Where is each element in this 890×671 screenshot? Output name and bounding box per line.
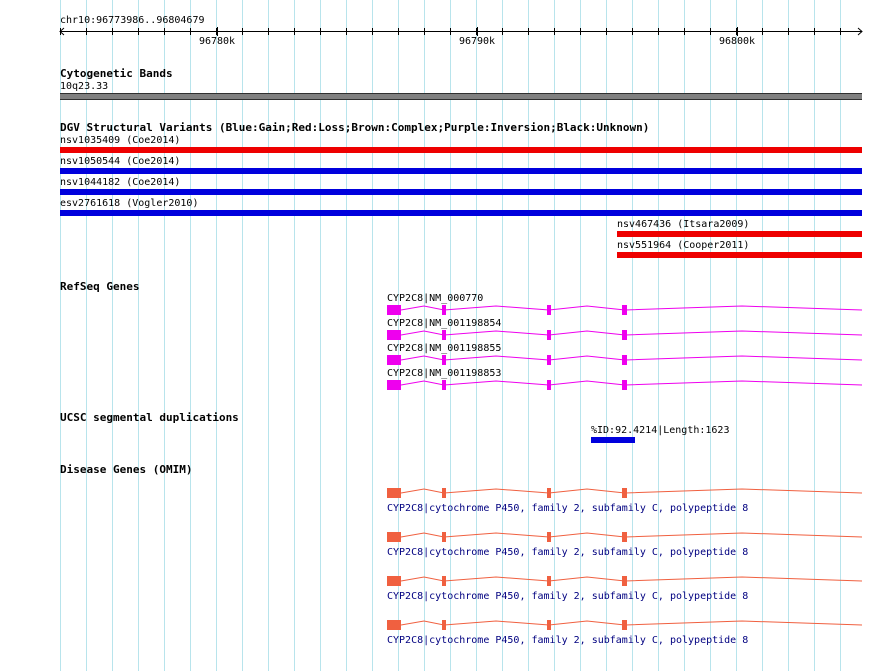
- segdup-track-title: UCSC segmental duplications: [60, 411, 239, 424]
- refseq-track-title: RefSeq Genes: [60, 280, 140, 293]
- ruler-tick-label: 96780k: [198, 36, 236, 47]
- exon: [387, 576, 401, 586]
- omim-gene-glyph[interactable]: [387, 620, 862, 630]
- dgv-track-title: DGV Structural Variants (Blue:Gain;Red:Loss;Brown:Complex;Purple:Inversion;Black:Unknown): [60, 121, 650, 134]
- ruler-tick-label: 96800k: [718, 36, 756, 47]
- exon: [387, 488, 401, 498]
- transcript-label: CYP2C8|NM_000770: [387, 293, 484, 304]
- ruler-tick-label: 96790k: [458, 36, 496, 47]
- transcript-label: CYP2C8|NM_001198855: [387, 343, 502, 354]
- segdup-label: %ID:92.4214|Length:1623: [591, 425, 730, 436]
- locus-label: chr10:96773986..96804679: [60, 15, 205, 26]
- omim-gene-glyph[interactable]: [387, 488, 862, 498]
- exon: [547, 576, 551, 586]
- omim-track-title: Disease Genes (OMIM): [60, 463, 193, 476]
- transcript-label: CYP2C8|NM_001198854: [387, 318, 502, 329]
- transcript-label: CYP2C8|NM_001198853: [387, 368, 502, 379]
- exon: [622, 576, 627, 586]
- exon: [442, 620, 446, 630]
- cytoband-track-title: Cytogenetic Bands: [60, 67, 173, 80]
- variant-label: nsv1050544 (Coe2014): [60, 156, 181, 167]
- variant-label: esv2761618 (Vogler2010): [60, 198, 199, 209]
- omim-gene-glyph[interactable]: [387, 532, 862, 542]
- variant-label: nsv551964 (Cooper2011): [617, 240, 750, 251]
- cytoband-label: 10q23.33: [60, 81, 109, 92]
- exon: [622, 488, 627, 498]
- omim-gene-label: CYP2C8|cytochrome P450, family 2, subfamily C, polypeptide 8: [387, 591, 749, 602]
- variant-label: nsv1035409 (Coe2014): [60, 135, 181, 146]
- omim-gene-label: CYP2C8|cytochrome P450, family 2, subfamily C, polypeptide 8: [387, 503, 749, 514]
- exon: [387, 620, 401, 630]
- exon: [387, 532, 401, 542]
- exon: [547, 620, 551, 630]
- exon: [442, 576, 446, 586]
- exon: [547, 488, 551, 498]
- variant-label: nsv1044182 (Coe2014): [60, 177, 181, 188]
- omim-gene-glyph[interactable]: [387, 576, 862, 586]
- exon: [622, 532, 627, 542]
- exon: [442, 532, 446, 542]
- omim-gene-label: CYP2C8|cytochrome P450, family 2, subfamily C, polypeptide 8: [387, 547, 749, 558]
- variant-label: nsv467436 (Itsara2009): [617, 219, 750, 230]
- omim-gene-label: CYP2C8|cytochrome P450, family 2, subfamily C, polypeptide 8: [387, 635, 749, 646]
- exon: [622, 620, 627, 630]
- exon: [547, 532, 551, 542]
- exon: [442, 488, 446, 498]
